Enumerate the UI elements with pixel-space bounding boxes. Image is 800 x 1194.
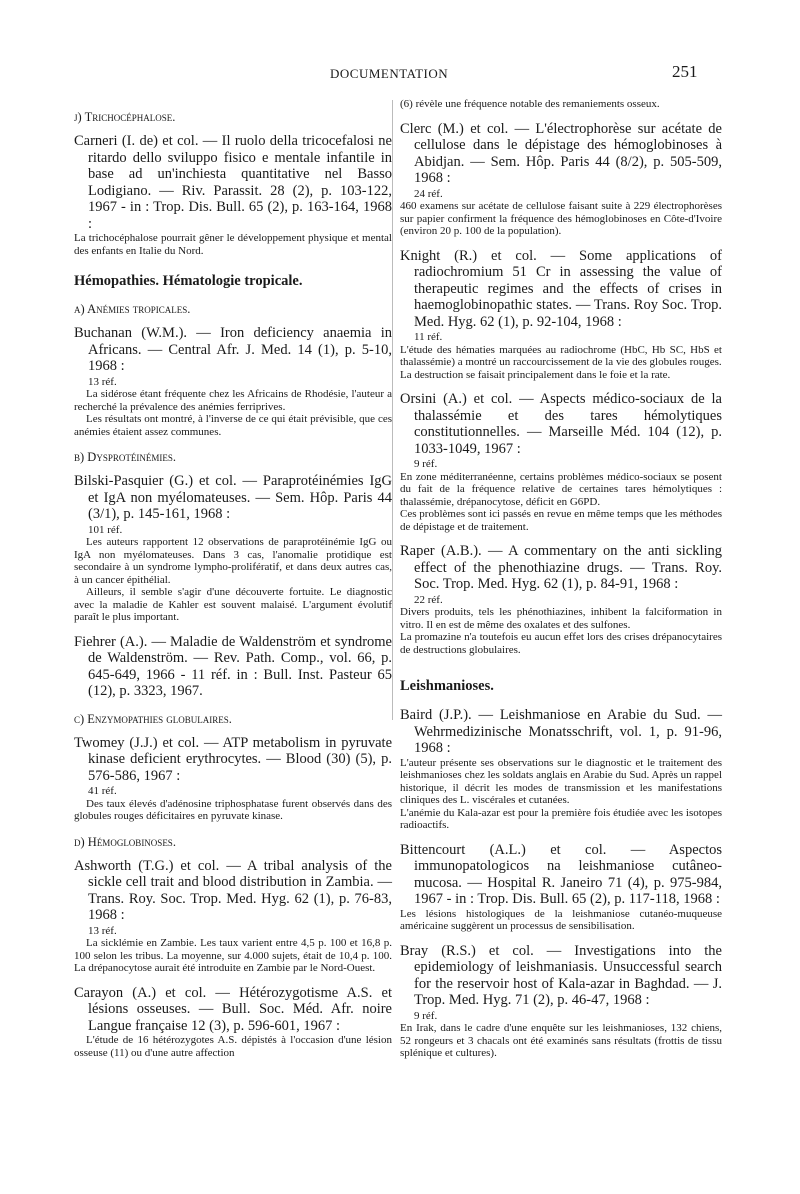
citation: Baird (J.P.). — Leishmaniose en Arabie du Sud. — Wehrmedizinische Monatsschrift, vol. 1, p. 91-96, 1968 : — [400, 707, 722, 756]
section-heading: Hémopathies. Hématologie tropicale. — [74, 273, 303, 289]
abstract: L'anémie du Kala-azar est pour la première fois étudiée avec les isotopes radioactifs. — [400, 806, 722, 831]
citation: Ashworth (T.G.) et col. — A tribal analysis of the sickle cell trait and blood distribution in Zambia. — Trans. Roy. Soc. Trop. Med. Hyg. 62 (1), p. 76-83, 1968 : — [74, 857, 392, 923]
bibliography-entry — [74, 325, 392, 438]
bibliography-entry — [400, 943, 722, 1060]
reference-count: 101 réf. — [88, 523, 123, 536]
citation: Orsini (A.) et col. — Aspects médico-sociaux de la thalassémie et des tares hémolytiques constitutionnelles. — Marseille Méd. 104 (12), p. 1033-1049, 1967 : — [400, 391, 722, 457]
citation: Carayon (A.) et col. — Hétérozygotisme A.S. et lésions osseuses. — Bull. Soc. Méd. Afr. noire Langue française 12 (3), p. 596-601, 1967 : — [74, 984, 392, 1034]
abstract: L'auteur présente ses observations sur le diagnostic et le traitement des leishmanioses chez les soldats anglais en Arabie du Sud. Après un rappel historique, il décrit les modes de transmission et les manifestations cliniques des L. viscérales et cutanées. — [400, 756, 722, 806]
abstract: Ailleurs, il semble s'agir d'une découverte fortuite. Le diagnostic avec la maladie de Kahler est souvent malaisé. L'argument évolutif paraît le plus important. — [74, 586, 392, 623]
section-heading: Leishmanioses. — [400, 678, 494, 694]
running-title: DOCUMENTATION — [330, 66, 449, 81]
subsection-heading: j) Trichocéphalose. — [74, 110, 176, 124]
abstract: L'étude des hématies marquées au radiochrome (HbC, Hb SC, HbS et thalassémie) a montré un raccourcissement de la vie des globules rouges. — [400, 343, 722, 368]
subsection-heading: c) Enzymopathies globulaires. — [74, 711, 232, 726]
abstract: Divers produits, tels les phénothiazines, inhibent la falciformation in vitro. Il en est de même des oxalates et des sulfones. — [400, 606, 722, 631]
bibliography-entry — [74, 133, 392, 257]
citation: Carneri (I. de) et col. — Il ruolo della tricocefalosi ne ritardo dello sviluppo fisico e mentale infantile in base ad un'inchiesta quantitative nel Basso Lodigiano. — Riv. Parassit. 28 (2), p. 103-122, 1967 - in : Trop. Dis. Bull. 65 (2), p. 163-164, 1968 : — [74, 133, 392, 232]
bibliography-entry — [74, 985, 392, 1060]
left-column — [74, 98, 392, 1069]
reference-count: 22 réf. — [414, 593, 443, 606]
citation: Twomey (J.J.) et col. — ATP metabolism in pyruvate kinase deficient erythrocytes. — Blood (30) (5), p. 576-586, 1967 : — [74, 734, 392, 784]
citation: Fiehrer (A.). — Maladie de Waldenström et syndrome de Waldenström. — Rev. Path. Comp., vol. 66, p. 645-649, 1966 - 11 réf. in : Bull. Inst. Pasteur 65 (12), p. 3323, 1967. — [74, 633, 392, 699]
reference-count: 11 réf. — [414, 331, 443, 343]
reference-count: 13 réf. — [88, 375, 117, 388]
reference-count: 24 réf. — [414, 187, 443, 200]
running-header — [0, 62, 800, 86]
bibliography-entry — [74, 735, 392, 823]
reference-count: 9 réf. — [414, 1009, 438, 1022]
abstract: Les auteurs rapportent 12 observations de paraprotéinémie IgG ou IgA non myélomateuses. Dans 3 cas, l'anomalie protidique est secondaire à un syndrome lympho-prolifératif, et dans deux autres cas, à un cancer épithélial. — [74, 536, 392, 586]
bibliography-entry — [400, 121, 722, 238]
abstract: Ces problèmes sont ici passés en revue en même temps que les méthodes de dépistage et de traitement. — [400, 508, 722, 533]
abstract: L'étude de 16 hétérozygotes A.S. dépistés à l'occasion d'une lésion osseuse (11) ou d'une autre affection — [74, 1034, 392, 1059]
abstract: En zone méditerranéenne, certains problèmes médico-sociaux se posent du fait de la fréquence relative de certaines tares hémolytiques : thalassémie, drépanocytose, déficit en G6PD. — [400, 470, 722, 508]
abstract: Les lésions histologiques de la leishmaniose cutanéo-muqueuse américaine suggèrent un processus de sensibilisation. — [400, 907, 722, 932]
reference-count: 41 réf. — [88, 785, 117, 797]
abstract: 460 examens sur acétate de cellulose faisant suite à 229 électrophorèses sur papier confirment la fréquence des hémoglobinoses en Côte-d'Ivoire (environ 20 p. 100 de la population). — [400, 200, 722, 237]
citation: Bittencourt (A.L.) et col. — Aspectos immunopatologicos na leishmaniose cutâneo-mucosa. — Hospital R. Janeiro 71 (4), p. 975-984, 1967 - in : Trop. Dis. Bull. 65 (2), p. 117-118, 1968 : — [400, 841, 722, 907]
abstract: Des taux élevés d'adénosine triphosphatase furent observés dans des globules rouges déficitaires en pyruvate kinase. — [74, 797, 392, 822]
subsection-heading: a) Anémies tropicales. — [74, 302, 191, 316]
abstract: En Irak, dans le cadre d'une enquête sur les leishmanioses, 132 chiens, 52 rongeurs et 3 chacals ont été examinés sans résultats (frottis de tissu splénique et cultures). — [400, 1022, 722, 1059]
bibliography-entry — [74, 858, 392, 975]
page-number: 251 — [672, 62, 698, 81]
citation: Bilski-Pasquier (G.) et col. — Paraprotéinémies IgG et IgA non myélomateuses. — Sem. Hôp. Paris 44 (3/1), p. 145-161, 1968 : — [74, 473, 392, 522]
right-column — [400, 98, 722, 1070]
abstract: La sidérose étant fréquente chez les Africains de Rhodésie, l'auteur a recherché la prévalence des anémies ferriprives. — [74, 388, 392, 413]
subsection-heading: b) Dysprotéinémies. — [74, 450, 176, 464]
abstract-continuation: (6) révèle une fréquence notable des remaniements osseux. — [400, 98, 660, 110]
abstract: Les résultats ont montré, à l'inverse de ce qui était prévisible, que ces anémies étaient assez communes. — [74, 413, 392, 438]
subsection-heading: d) Hémoglobinoses. — [74, 834, 176, 849]
bibliography-entry — [400, 543, 722, 656]
bibliography-entry — [74, 473, 392, 624]
citation: Bray (R.S.) et col. — Investigations into the epidemiology of leishmaniasis. Unsuccessful search for the reservoir host of Kala-azar in Baghdad. — J. Trop. Med. Hyg. 71 (2), p. 46-47, 1968 : — [400, 942, 722, 1008]
bibliography-entry — [400, 842, 722, 933]
bibliography-entry — [400, 391, 722, 533]
bibliography-entry — [400, 707, 722, 832]
column-divider — [392, 100, 393, 720]
abstract: La promazine n'a toutefois eu aucun effet lors des crises drépanocytaires de destructions globulaires. — [400, 631, 722, 656]
reference-count: 9 réf. — [414, 458, 438, 470]
bibliography-entry — [74, 634, 392, 700]
reference-count: 13 réf. — [88, 924, 117, 937]
abstract: La destruction se faisait principalement dans le foie et la rate. — [400, 368, 671, 381]
bibliography-entry — [400, 248, 722, 382]
citation: Knight (R.) et col. — Some applications of radiochromium 51 Cr in assessing the value of therapeutic regimes and the effects of crises in haemoglobinopathic states. — Trans. Roy Soc. Trop. Med. Hyg. 62 (1), p. 92-104, 1968 : — [400, 247, 722, 330]
citation: Clerc (M.) et col. — L'électrophorèse sur acétate de cellulose dans le dépistage des hémoglobinoses à Abidjan. — Sem. Hôp. Paris 44 (8/2), p. 505-509, 1968 : — [400, 120, 722, 186]
abstract: La sicklémie en Zambie. Les taux varient entre 4,5 p. 100 et 16,8 p. 100 selon les tribus. La moyenne, sur 4.000 sujets, était de 10,4 p. 100. La drépanocytose aurait été introduite en Zambie par le Nord-Ouest. — [74, 937, 392, 974]
citation: Raper (A.B.). — A commentary on the anti sickling effect of the phenothiazine drugs. — Trans. Roy. Soc. Trop. Med. Hyg. 62 (1), p. 84-91, 1968 : — [400, 543, 722, 592]
citation: Buchanan (W.M.). — Iron deficiency anaemia in Africans. — Central Afr. J. Med. 14 (1), p. 5-10, 1968 : — [74, 325, 392, 374]
abstract: La trichocéphalose pourrait gêner le développement physique et mental des enfants en Italie du Nord. — [74, 232, 392, 257]
